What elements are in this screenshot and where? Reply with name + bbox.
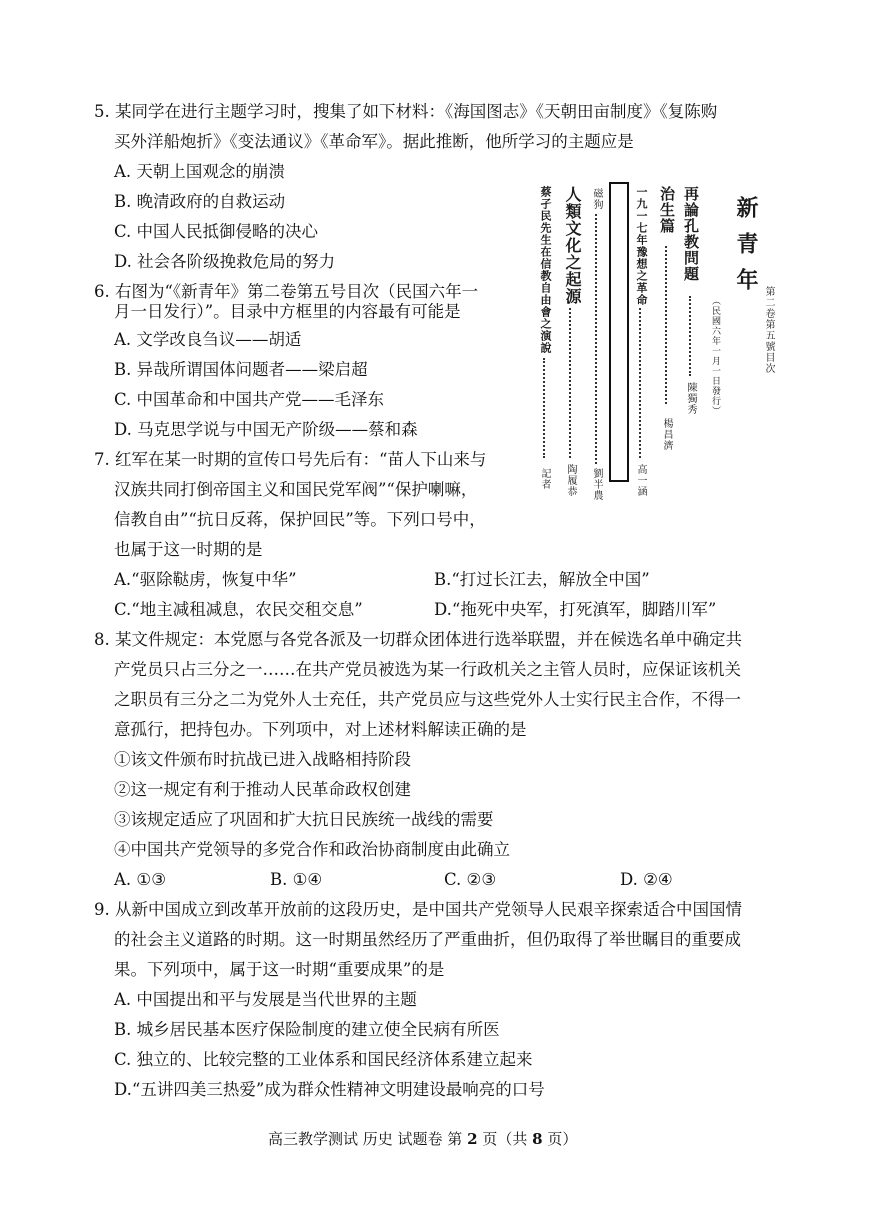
toc-col1-dots (689, 296, 691, 376)
q9-option-b: B. 城乡居民基本医疗保险制度的建立使全民病有所医 (114, 1020, 500, 1039)
footer-suffix: 页） (547, 1130, 578, 1148)
q7-option-d: D.“拖死中央军，打死滇军，脚踏川军” (434, 600, 717, 619)
q6-stem-line2: 月一日发行）”。目录中方框里的内容最有可能是 (114, 302, 461, 321)
q6-option-c: C. 中国革命和中国共产党——毛泽东 (114, 390, 385, 409)
q7-stem-line3: 信教自由”“抗日反蒋，保护回民”等。下列口号中， (114, 510, 486, 529)
xinqingnian-toc-image (523, 168, 791, 508)
q8-option-b: B. ①④ (270, 870, 323, 889)
q5-option-c: C. 中国人民抵御侵略的决心 (114, 222, 319, 241)
toc-col2-author: 楊昌濟 (661, 418, 672, 451)
q7-option-c: C.“地主减租减息，农民交租交息” (114, 600, 363, 619)
toc-col5-dots (595, 214, 597, 464)
q8-item-3: ③该规定适应了巩固和扩大抗日民族统一战线的需要 (114, 810, 494, 829)
toc-col7-author: 記者 (539, 468, 550, 490)
toc-col7-title: 蔡孑民先生在信教自由會之演說 (539, 186, 552, 354)
q9-option-c: C. 独立的、比较完整的工业体系和国民经济体系建立起来 (114, 1050, 533, 1069)
toc-col2-dots (665, 246, 667, 404)
q8-item-4: ④中国共产党领导的多党合作和政治协商制度由此确立 (114, 840, 510, 859)
q8-option-a: A. ①③ (114, 870, 166, 889)
toc-col3-dots (639, 308, 641, 458)
q7-option-b: B.“打过长江去，解放全中国” (434, 570, 650, 589)
q8-stem-line2: 产党员只占三分之一……在共产党员被选为某一行政机关之主管人员时，应保证该机关 (114, 660, 741, 679)
q7-option-a: A.“驱除鞑虏，恢复中华” (114, 570, 297, 589)
q5-option-d: D. 社会各阶级挽救危局的努力 (114, 252, 336, 271)
q8-stem-line3: 之职员有三分之二为党外人士充任，共产党员应与这些党外人士实行民主合作，不得一 (114, 690, 741, 709)
q9-stem-line3: 果。下列项中，属于这一时期“重要成果”的是 (114, 960, 445, 979)
toc-col7-dots (543, 358, 545, 458)
magazine-issue: 第二卷第五號目次 (763, 286, 774, 374)
toc-boxed-item (609, 182, 629, 482)
q9-option-d: D.“五讲四美三热爱”成为群众性精神文明建设最响亮的口号 (114, 1080, 545, 1099)
q8-item-1: ①该文件颁布时抗战已进入战略相持阶段 (114, 750, 411, 769)
page-footer (268, 1128, 577, 1149)
q8-option-d: D. ②④ (620, 870, 673, 889)
toc-col6-title: 人類文化之起源 (563, 186, 582, 305)
magazine-date: （民國六年一月一日發行） (710, 296, 720, 416)
toc-col3-author: 高一涵 (635, 464, 646, 497)
toc-col3-title: 一九一七年豫想之革命 (635, 186, 648, 306)
q9-option-a: A. 中国提出和平与发展是当代世界的主题 (114, 990, 417, 1009)
footer-prefix: 高三教学测试 历史 试题卷 第 (268, 1130, 463, 1148)
toc-col6-dots (569, 308, 571, 458)
magazine-title: 新青年 (733, 196, 759, 304)
toc-col2-title: 治生篇 (658, 186, 676, 234)
q9-stem-line2: 的社会主义道路的时期。这一时期虽然经历了严重曲折，但仍取得了举世瞩目的重要成 (114, 930, 741, 949)
q7-stem-line1: 7. 红军在某一时期的宣传口号先后有：“苗人下山来与 (94, 450, 487, 469)
footer-page-number: 2 (467, 1130, 478, 1148)
toc-col5-author: 劉半農 (591, 468, 602, 501)
footer-mid: 页（共 (482, 1130, 528, 1148)
q5-option-b: B. 晚清政府的自救运动 (114, 192, 286, 211)
q7-stem-line2: 汉族共同打倒帝国主义和国民党军阀”“保护喇嘛， (114, 480, 478, 499)
footer-total-pages: 8 (532, 1130, 543, 1148)
toc-col1-title: 再論孔教問題 (682, 186, 700, 282)
toc-col1-author: 陳獨秀 (685, 382, 696, 415)
q5-option-a: A. 天朝上国观念的崩溃 (114, 162, 285, 181)
toc-col6-author: 陶履恭 (565, 464, 576, 497)
q6-option-a: A. 文学改良刍议——胡适 (114, 330, 302, 349)
q7-stem-line4: 也属于这一时期的是 (114, 540, 263, 559)
q9-stem-line1: 9. 从新中国成立到改革开放前的这段历史，是中国共产党领导人民艰辛探索适合中国国情 (94, 900, 742, 919)
q8-stem-line4: 意孤行，把持包办。下列项中，对上述材料解读正确的是 (114, 720, 527, 739)
q8-option-c: C. ②③ (444, 870, 497, 889)
q8-stem-line1: 8. 某文件规定：本党愿与各党各派及一切群众团体进行选举联盟，并在候选名单中确定共 (94, 630, 742, 649)
toc-col5-title: 磁狗 (591, 188, 602, 210)
q8-item-2: ②这一规定有利于推动人民革命政权创建 (114, 780, 411, 799)
q5-stem-line1: 5. 某同学在进行主题学习时，搜集了如下材料：《海国图志》《天朝田亩制度》《复陈购 (94, 102, 718, 121)
q6-stem-line1: 6. 右图为“《新青年》第二卷第五号目次（民国六年一 (94, 282, 479, 301)
q5-stem-line2: 买外洋船炮折》《变法通议》《革命军》。据此推断，他所学习的主题应是 (114, 132, 634, 151)
q6-option-d: D. 马克思学说与中国无产阶级——蔡和森 (114, 420, 418, 439)
q6-option-b: B. 异哉所谓国体问题者——梁启超 (114, 360, 368, 379)
